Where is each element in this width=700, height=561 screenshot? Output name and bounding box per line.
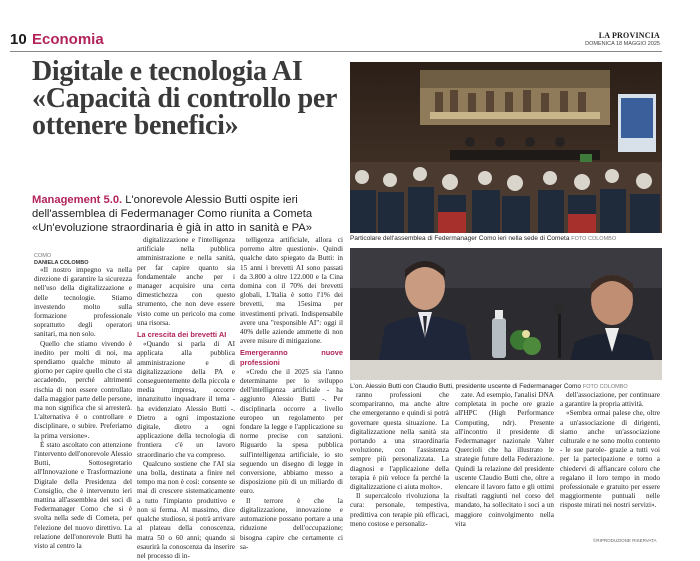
paragraph: È stato ascoltato con attenzione l'intervento dell'onorevole Alessio Butti, Sottosegretario all'Innovazione e Trasformazione Digitale della Presidenza del Consiglio, che è intervenuto ieri mattina all'assemblea dei soci di Federmanager Como che si è svolta nella sede di Cometa, per l'elezione del nuovo direttivo. La relazione dell'onorevole Butti ha visto al centro la [34,440,133,551]
kicker-text: L'onorevole Alessio Butti ospite ieri dell'assemblea di Federmanager Como riunita a Cometa «Un'evoluzione straordinaria è già in atto in sanità e PA» [32,194,313,234]
kicker [32,193,362,235]
paragraph: ranno professioni che scompariranno, ma anche altre che emergeranno e quindi si potrà governare questa situazione. La digitalizzazione nella sanità sta portando a una straordinaria evoluzione, con l'assistenza sempre più personalizzata. La diagnosi e l'applicazione della terapia è più veloce fa perché la digitalizzazione ci aiuta molto». [350,391,449,492]
paragraph: telligenza artificiale, allora ci porremo altre questioni». Quindi qualche dato spiegato da Butti: in 15 anni i brevetti AI sono passati da 3.800 a oltre 122.000 e la Cina domina con il 70% dei brevetti globali, L'Italia è sotto l'1% dei brevetti, ma 15esima per investimenti privati. Indispensabile avere una "responsible AI": oggi il 40% delle aziende ammette di non avere misure di mitigazione. [240,236,343,346]
masthead: LA PROVINCIA [598,31,660,40]
byline [34,253,89,267]
dateline-city: COMO [34,253,52,259]
portrait-photo [350,248,662,380]
portrait-photo-caption [350,383,670,390]
section-label: Economia [32,31,104,48]
paragraph: Il terrore è che la digitalizzazione, innovazione e automazione possano portare a una riduzione dell'occupazione; bisogna capire che certamente ci sa- [240,496,343,551]
paragraph: Il supercalcolo rivoluziona la cura: personale, tempestiva, predittiva con terapie più efficaci, meno costose e personaliz- [350,492,449,528]
paragraph: «Il nostro impegno va nella direzione di garantire la sicurezza nell'uso della digitalizzazione e delle tecnologie. Stiamo investendo molto sulla formazione professionale soprattutto degli operatori sanitari, ma non solo. [34,266,132,339]
paragraph: Quello che stiamo vivendo è inedito per molti di noi, ma spendiamo qualche minuto al giorno per capire quello che ci sta accadendo, perché altrimenti rischia di non essere controllato dalla maggior parte delle persone, ma non significa che si arresterà. L'alternativa è o controllare e disciplinare, o subire. Preferiamo la prima versione». [34,339,132,440]
assembly-photo-image [350,62,662,233]
paragraph: digitalizzazione e l'intelligenza artificiale nella pubblica amministrazione e nella sanità, per far capire quanto sia fondamentale anche per i manager acquisire una certa dimestichezza con questo strumento, che non deve essere visto come un pericolo ma come una risorsa. [137,236,235,327]
paragraph: «Sembra ormai palese che, oltre a un'associazione di dirigenti, siamo anche un'associazione culturale e ne sono molto contento - le sue parole- grazie a tutti voi per la partecipazione e torno a chiedervi di affiancare coloro che regalano il loro tempo in modo professionale e gratuito per essere maggiormente puntuali nelle risposte mirati nei nostri servizi». [560,409,660,510]
portrait-photo-image [350,248,662,380]
paragraph: dell'associazione, per continuare a garantire la propria attività. [560,391,660,409]
subheading: Emergeranno nuove professioni [240,348,343,367]
assembly-photo [350,62,662,233]
paragraph: «Quando si parla di AI applicata alla pubblica amministrazione e di digitalizzazione della PA e conseguentemente della piccola e media impresa, occorre innanzitutto inquadrare il tema - ha evidenziato Alessio Butti -. Dietro a ogni impostazione digitale, dietro a ogni applicazione della tecnologia di frontiera c'è un lavoro straordinario che va compreso. [137,340,235,459]
header-rule [10,51,662,52]
paragraph: Qualcuno sostiene che l'AI sia una bolla, destinata a finire nel tempo ma non è così: consente se mai di crescere sistematicamente a tutto l'impianto produttivo e non si ferma. Al massimo, dice qualche studioso, si potrà arrivare al plateau della conoscenza, matra 50 o 60 anni; quando si esaurirà la conoscenza da inserire nel processo di in- [137,459,235,560]
article-column-5 [455,391,554,529]
portrait-photo-caption-text: L'on. Alessio Butti con Claudio Butti, presidente uscente di Federmanager Como [350,383,582,390]
headline: Digitale e tecnologia AI «Capacità di controllo per ottenere benefici» [32,56,337,141]
article-column-6 [560,391,660,511]
author-name: DANIELA COLOMBO [34,260,89,266]
copyright-notice: ©RIPRODUZIONE RISERVATA [593,538,657,543]
assembly-photo-credit: FOTO COLOMBO [571,236,617,242]
article-column-2 [137,236,235,561]
page-number: 10 [10,31,27,48]
subheading: La crescita dei brevetti AI [137,330,227,340]
issue-date: DOMENICA 18 MAGGIO 2025 [585,41,660,47]
assembly-photo-caption-text: Particolare dell'assemblea di Federmanager Como ieri nella sede di Cometa [350,235,570,242]
paragraph: zate. Ad esempio, l'analisi DNA completata in poche ore grazie all'HPC (High Performance Computing, ndr). Presente all'incontro il presidente di Federmanager nazionale Valter Quercioli che ha illustrato le strategie future della Federazione. Quindi la relazione del presidente uscente Claudio Butti che, oltre a elencare il lavoro fatto e gli ottimi risultati raggiunti nel corso del mandato, ha sollecitato i soci a un maggiore coinvolgimento nella vita [455,391,554,528]
article-column-4 [350,391,449,529]
article-column-3 [240,236,343,552]
article-column-1 [34,266,132,551]
portrait-photo-credit: FOTO COLOMBO [582,384,628,390]
paragraph: «Credo che il 2025 sia l'anno determinante per lo sviluppo dell'intelligenza artificiale - ha aggiunto Alessio Butti -. Per disciplinarla occorre a livello europeo un regolamento per fondare la legge e l'applicazione su norme precise con sanzioni. Riguardo la spesa pubblica sull'intelligenza artificiale, io sto seguendo un disegno di legge in conversione, abbiamo messo a disposizione più di un miliardo di euro. [240,367,343,496]
kicker-tag: Management 5.0. [32,194,123,206]
assembly-photo-caption [350,235,670,242]
